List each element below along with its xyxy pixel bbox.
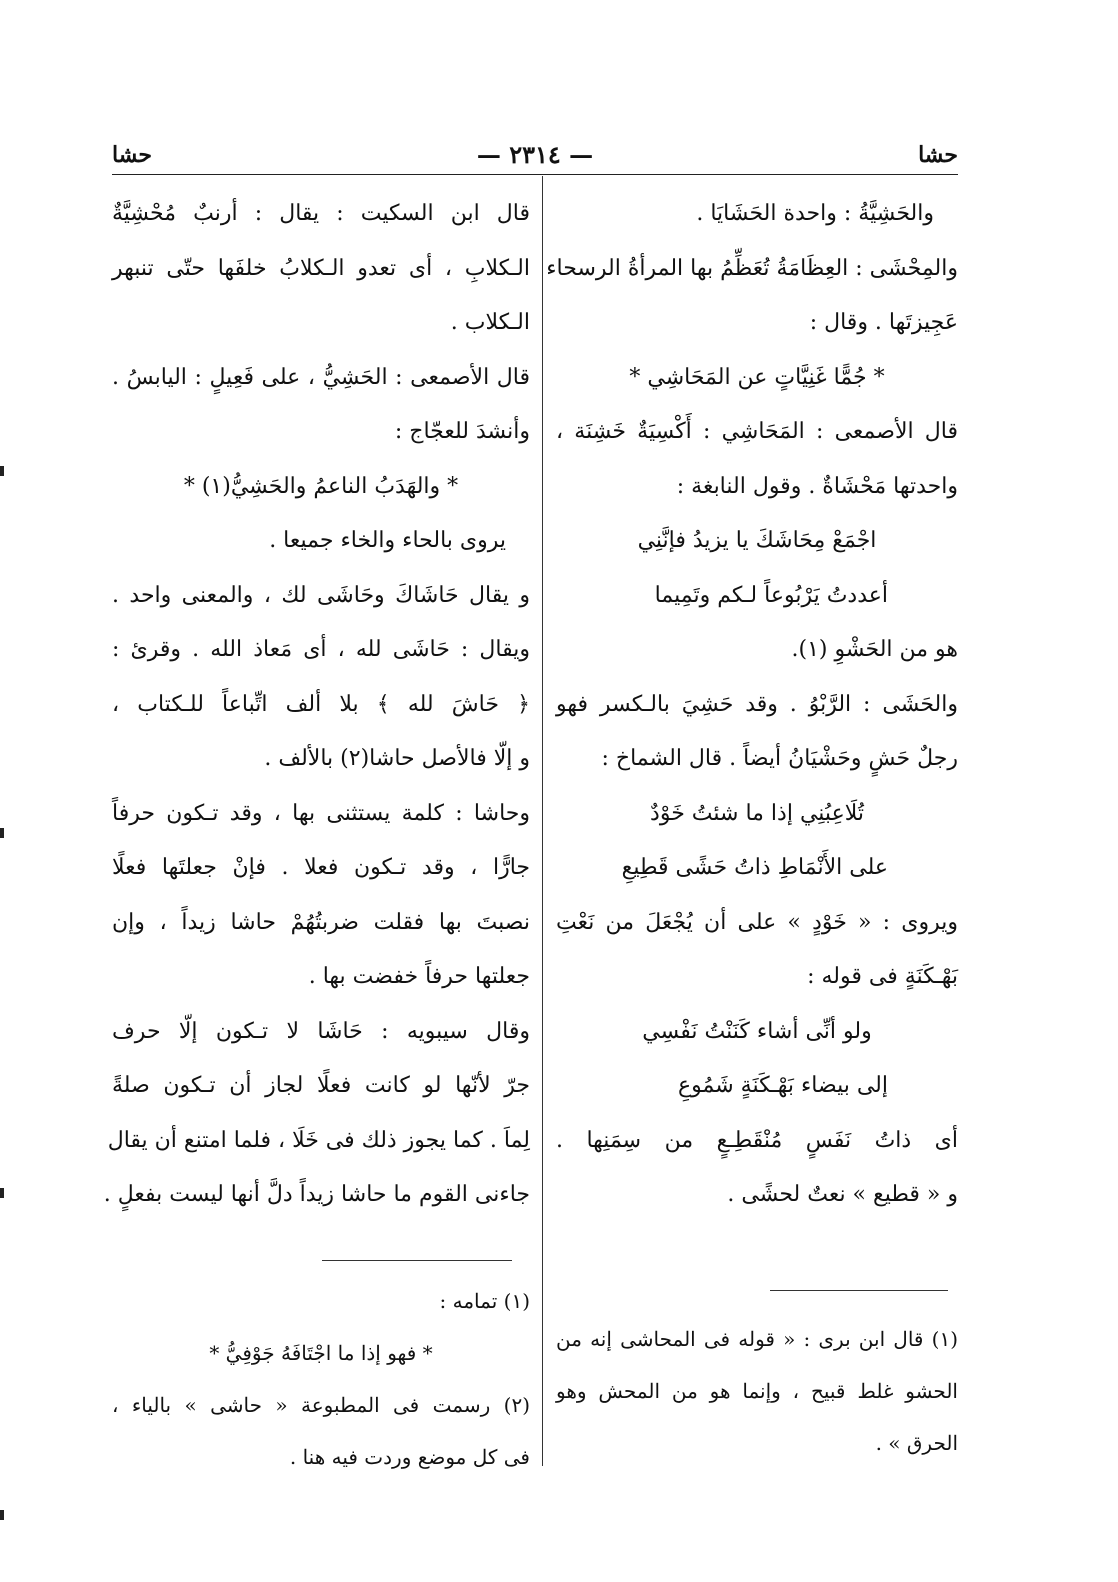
text-line: واحدتها مَحْشَاةٌ . وقول النابغة : — [676, 473, 958, 499]
verse-line: * والهَدَبُ الناعمُ والحَشِيُّ(١) * — [183, 473, 459, 499]
header-rule — [112, 174, 958, 175]
text-line: جاءنى القوم ما حاشا زيداً دلَّ أنها ليست بفعلٍ . — [103, 1182, 530, 1207]
footnote-line: فى كل موضع وردت فيه هنا . — [289, 1445, 530, 1469]
footnote-line: (١) قال ابن برى : « قوله فى المحاشى إنه من — [556, 1327, 958, 1351]
verse-line: تُلَاعِبُنِي إذا ما شئتُ خَوْدٌ — [650, 800, 864, 826]
running-headword-left: حشا — [112, 142, 152, 168]
text-line: ﴿ حَاشَ لله ﴾ بلا ألف اتِّباعاً للـكتاب ، — [112, 691, 530, 717]
verse-line: * جُمًّا غَنِيَّاتٍ عن المَحَاشِي * — [629, 364, 885, 390]
footnote-rule-left — [322, 1260, 512, 1261]
text-line: وقال سيبويه : حَاشَا لا تـكون إلّا حرف — [112, 1018, 530, 1044]
text-line: الـكلابِ ، أى تعدو الـكلابُ خلفَها حتّى تنبهر — [112, 255, 530, 281]
text-line: وحاشا : كلمة يستثنى بها ، وقد تـكون حرفاً — [112, 800, 530, 826]
verse-line: ولو أنِّى أشاء كَنَنْتُ نَفْسِي — [642, 1018, 872, 1044]
running-headword-right: حشا — [918, 142, 958, 168]
scan-margin-mark — [0, 1510, 4, 1520]
text-line: والحَشِيَّةُ : واحدة الحَشَايَا . — [696, 201, 934, 226]
text-line: ويروى : « خَوْدٍ » على أن يُجْعَلَ من نَعْتِ — [556, 909, 958, 935]
text-line: نصبتَ بها فقلت ضربتُهُمْ حاشا زيداً ، وإن — [112, 909, 530, 935]
text-line: هو من الحَشْوِ (١). — [791, 637, 958, 662]
verse-line: اجْمَعْ مِحَاشَكَ يا يزيدُ فإنَّنِي — [637, 528, 877, 553]
footnote-line: (٢) رسمت فى المطبوعة « حاشى » بالياء ، — [112, 1393, 530, 1417]
running-header — [112, 140, 958, 170]
scan-margin-mark — [0, 1188, 4, 1198]
footnotes-left — [112, 1280, 530, 1488]
column-divider — [542, 176, 543, 1466]
text-line: و « قطيع » نعتٌ لحشًى . — [727, 1182, 958, 1207]
footnote-line: الحشو غلط قبيح ، وإنما هو من المحش وهو — [556, 1379, 958, 1403]
verse-line: على الأَنْمَاطِ ذاتُ حَشًى قَطِيعِ — [621, 855, 888, 880]
text-line: يروى بالحاء والخاء جميعا . — [269, 528, 506, 553]
text-line: بَهْـكَنَةٍ فى قوله : — [807, 964, 958, 989]
scan-margin-mark — [0, 466, 4, 476]
text-line: أى ذاتُ نَفَسٍ مُنْقَطِـعٍ من سِمَنِها . — [556, 1127, 958, 1153]
verse-line: إلى بيضاء بَهْـكَنَةٍ شَمُوعِ — [678, 1073, 888, 1098]
text-line: قال الأصمعى : الحَشِيُّ ، على فَعِيلٍ : اليابسُ . — [112, 364, 530, 390]
text-line: والحَشَى : الرَّبْوُ . وقد حَشِيَ بالـكسر فهو — [556, 691, 958, 717]
text-line: و إلّا فالأصل حاشا(٢) بالألف . — [264, 746, 530, 771]
footnote-rule-right — [770, 1290, 948, 1291]
text-line: والمِحْشَى : العِظَامَةُ تُعَظِّمُ بها المرأةُ الرسحاء — [546, 255, 958, 281]
text-line: ويقال : حَاشَى لله ، أى مَعاذ الله . وقرئ : — [112, 637, 530, 662]
text-line: قال الأصمعى : المَحَاشِي : أَكْسِيَةٌ خَشِنَة ، — [556, 419, 958, 444]
text-line: لِماَ . كما يجوز ذلك فى خَلَا ، فلما امتنع أن يقال — [107, 1127, 530, 1153]
footnotes-right — [556, 1318, 958, 1474]
footnote-line: (١) تمامه : — [439, 1289, 530, 1313]
scan-margin-mark — [0, 828, 4, 838]
text-line: جرّ لأنّها لو كانت فعلًا لجاز أن تـكون صلةً — [112, 1073, 530, 1098]
footnote-verse-line: * فهو إذا ما اجْتَافَهُ جَوْفِيُّ * — [209, 1341, 433, 1365]
verse-line: أعددتُ يَرْبُوعاً لـكم وتَمِيما — [654, 582, 888, 608]
right-column — [546, 192, 958, 1228]
text-line: قال ابن السكيت : يقال : أرنبٌ مُحْشِيَّةٌ — [112, 201, 530, 226]
text-line: عَجِيزتَها . وقال : — [809, 310, 958, 335]
text-line: جعلتها حرفاً خفضت بها . — [308, 964, 530, 989]
footnote-line: الحرق » . — [875, 1431, 958, 1455]
text-line: و يقال حَاشَاكَ وحَاشَى لك ، والمعنى واحد . — [112, 582, 530, 608]
page-number: — ٢٣١٤ — — [476, 140, 594, 169]
text-line: جارًّا ، وقد تـكون فعلا . فإنْ جعلتَها فعلًا — [112, 855, 530, 880]
left-column — [103, 192, 530, 1228]
text-line: وأنشدَ للعجّاج : — [394, 419, 530, 444]
text-line: رجلٌ حَشٍ وحَشْيَانُ أيضاً . قال الشماخ : — [601, 746, 958, 771]
text-line: الـكلاب . — [450, 310, 530, 335]
